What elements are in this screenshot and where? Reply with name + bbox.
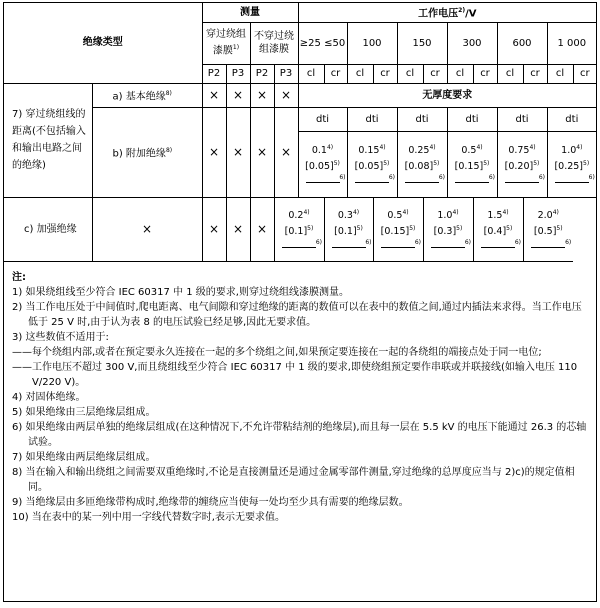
col-cr: cr <box>473 64 497 83</box>
thickness-dash: 6) <box>524 238 574 252</box>
dti-label: dti <box>547 107 596 131</box>
voltage-100: 100 <box>347 22 397 64</box>
col-cl: cl <box>347 64 373 83</box>
note-6: 6) 如果绝缘由两层单独的绝缘层组成(在这种情况下,不允许带粘结剂的绝缘层),而且每一层在 5.5 kV 的电压下能通过 26.3 的芯轴试验。 <box>12 422 587 448</box>
mark: × <box>274 107 298 197</box>
note-3: 3) 这些数值不适用于: <box>12 332 109 343</box>
thickness-dash: 6) <box>299 173 347 187</box>
mark: × <box>226 197 250 261</box>
voltage-600: 600 <box>497 22 547 64</box>
col-p3: P3 <box>226 64 250 83</box>
mark: × <box>274 83 298 107</box>
thickness-value-cell <box>497 131 547 197</box>
note-4: 4) 对固体绝缘。 <box>12 392 86 403</box>
thickness-main: 0.75$^{4)}$ <box>508 143 536 156</box>
thickness-bracket: $[0.1]^{5)}$ <box>334 225 363 238</box>
col-p2: P2 <box>250 64 274 83</box>
thickness-bracket: $[0.15]^{5)}$ <box>454 160 490 173</box>
col-cl: cl <box>397 64 423 83</box>
note-9: 9) 当绝缘层由多匝绝缘带构成时,绝缘带的缠绕应当使每一处均至少具有需要的绝缘层数。 <box>12 497 409 508</box>
thickness-bracket: $[0.20]^{5)}$ <box>504 160 540 173</box>
insulation-distance-table <box>4 3 596 262</box>
note-8: 8) 当在输入和输出绕组之间需要双重绝缘时,不论是直接测量还是通过金属零部件测量,穿过绝缘的总厚度应当与 2)c)的规定值相同。 <box>12 467 575 493</box>
no-thickness-requirement: 无厚度要求 <box>298 83 596 107</box>
header-insulation-type: 绝缘类型 <box>4 3 202 83</box>
thickness-dash: 6) <box>498 173 547 187</box>
header-not-through-winding: 不穿过绕组漆膜 <box>250 22 298 64</box>
thickness-main: 1.5$^{4)}$ <box>487 208 509 221</box>
thickness-dash: 6) <box>325 238 373 252</box>
row-reinforced-insulation: c) 加强绝缘 <box>4 197 92 261</box>
voltage-1000: 1 000 <box>547 22 596 64</box>
col-cr: cr <box>573 64 596 83</box>
mark: × <box>226 83 250 107</box>
dti-label: dti <box>497 107 547 131</box>
thickness-bracket: $[0.05]^{5)}$ <box>305 160 340 173</box>
note-2: 2) 当工作电压处于中间值时,爬电距离、电气间隙和穿过绝缘的距离的数值可以在表中的数值之间,通过内插法来求得。当工作电压低于 25 V 时,由于认为表 8 的电压试验已经足够,因此无要求值。 <box>12 302 582 328</box>
mark: × <box>250 107 274 197</box>
col-cr: cr <box>523 64 547 83</box>
thickness-dash: 6) <box>348 173 397 187</box>
notes-title: 注: <box>12 272 26 283</box>
col-cl: cl <box>547 64 573 83</box>
thickness-bracket: $[0.08]^{5)}$ <box>404 160 440 173</box>
mark: × <box>250 83 274 107</box>
thickness-bracket: $[0.5]^{5)}$ <box>533 225 563 238</box>
header-through-winding: 穿过绕组漆膜$^{1)}$ <box>202 22 250 64</box>
thickness-main: 0.25$^{4)}$ <box>408 143 436 156</box>
thickness-dash: 6) <box>448 173 497 187</box>
note-1: 1) 如果绕组线至少符合 IEC 60317 中 1 级的要求,则穿过绕组线漆膜测量。 <box>12 287 349 298</box>
mark: × <box>92 197 202 261</box>
mark: × <box>202 107 226 197</box>
thickness-bracket: $[0.15]^{5)}$ <box>380 225 416 238</box>
thickness-dash: 6) <box>374 238 423 252</box>
mark: × <box>226 107 250 197</box>
spec-table-page <box>3 2 597 602</box>
dti-label: dti <box>347 107 397 131</box>
col-cl: cl <box>497 64 523 83</box>
thickness-value-cell <box>447 131 497 197</box>
note-10: 10) 当在表中的某一列中用一字线代替数字时,表示无要求值。 <box>12 512 285 523</box>
col-cl: cl <box>298 64 324 83</box>
header-working-voltage: 工作电压$^{2)}$/V <box>298 3 596 22</box>
thickness-value-cell <box>397 131 447 197</box>
thickness-value-cell <box>523 197 573 261</box>
thickness-main: 0.15$^{4)}$ <box>358 143 386 156</box>
thickness-main: 0.5$^{4)}$ <box>461 143 483 156</box>
thickness-main: 0.5$^{4)}$ <box>387 208 409 221</box>
voltage-50: ≥25 ≤50 <box>298 22 347 64</box>
col-cr: cr <box>423 64 447 83</box>
voltage-150: 150 <box>397 22 447 64</box>
thickness-bracket: $[0.4]^{5)}$ <box>483 225 513 238</box>
mark: × <box>202 83 226 107</box>
thickness-main: 0.1$^{4)}$ <box>311 143 334 156</box>
thickness-value-cell <box>373 197 423 261</box>
thickness-bracket: $[0.3]^{5)}$ <box>433 225 463 238</box>
thickness-value-cell <box>473 197 523 261</box>
thickness-value-cell <box>324 197 373 261</box>
dti-label: dti <box>447 107 497 131</box>
notes-section <box>4 266 596 525</box>
category-label: 7) 穿过绕组线的距离(不包括输入和输出电路之间的绝缘) <box>4 83 92 197</box>
col-p3: P3 <box>274 64 298 83</box>
mark: × <box>202 197 226 261</box>
thickness-value-cell <box>274 197 324 261</box>
thickness-dash: 6) <box>474 238 523 252</box>
col-cr: cr <box>373 64 397 83</box>
row-basic-insulation: a) 基本绝缘$^{8)}$ <box>92 83 202 107</box>
dti-label: dti <box>298 107 347 131</box>
thickness-value-cell <box>347 131 397 197</box>
col-cl: cl <box>447 64 473 83</box>
note-3b: ——工作电压不超过 300 V,而且绕组线至少符合 IEC 60317 中 1 级的要求,即使绕组预定要作串联或并联接线(如输入电压 110 V/220 V)。 <box>12 362 578 388</box>
thickness-value-cell <box>298 131 347 197</box>
voltage-300: 300 <box>447 22 497 64</box>
thickness-main: 1.0$^{4)}$ <box>561 143 583 156</box>
thickness-dash: 6) <box>275 238 324 252</box>
mark: × <box>250 197 274 261</box>
row-supplementary-insulation: b) 附加绝缘$^{8)}$ <box>92 107 202 197</box>
thickness-dash: 6) <box>548 173 597 187</box>
thickness-main: 0.3$^{4)}$ <box>337 208 360 221</box>
header-measurement: 测量 <box>202 3 298 22</box>
thickness-bracket: $[0.05]^{5)}$ <box>354 160 390 173</box>
note-5: 5) 如果绝缘由三层绝缘层组成。 <box>12 407 156 418</box>
thickness-bracket: $[0.25]^{5)}$ <box>554 160 590 173</box>
thickness-dash: 6) <box>398 173 447 187</box>
thickness-dash: 6) <box>424 238 473 252</box>
thickness-main: 2.0$^{4)}$ <box>537 208 559 221</box>
col-cr: cr <box>324 64 347 83</box>
note-3a: ——每个绕组内部,或者在预定要永久连接在一起的多个绕组之间,如果预定要连接在一起的各绕组的端接点处于同一电位; <box>12 347 542 358</box>
thickness-value-cell <box>547 131 596 197</box>
dti-label: dti <box>397 107 447 131</box>
thickness-main: 1.0$^{4)}$ <box>437 208 459 221</box>
note-7: 7) 如果绝缘由两层绝缘层组成。 <box>12 452 156 463</box>
thickness-bracket: $[0.1]^{5)}$ <box>284 225 314 238</box>
thickness-value-cell <box>423 197 473 261</box>
thickness-main: 0.2$^{4)}$ <box>288 208 310 221</box>
col-p2: P2 <box>202 64 226 83</box>
